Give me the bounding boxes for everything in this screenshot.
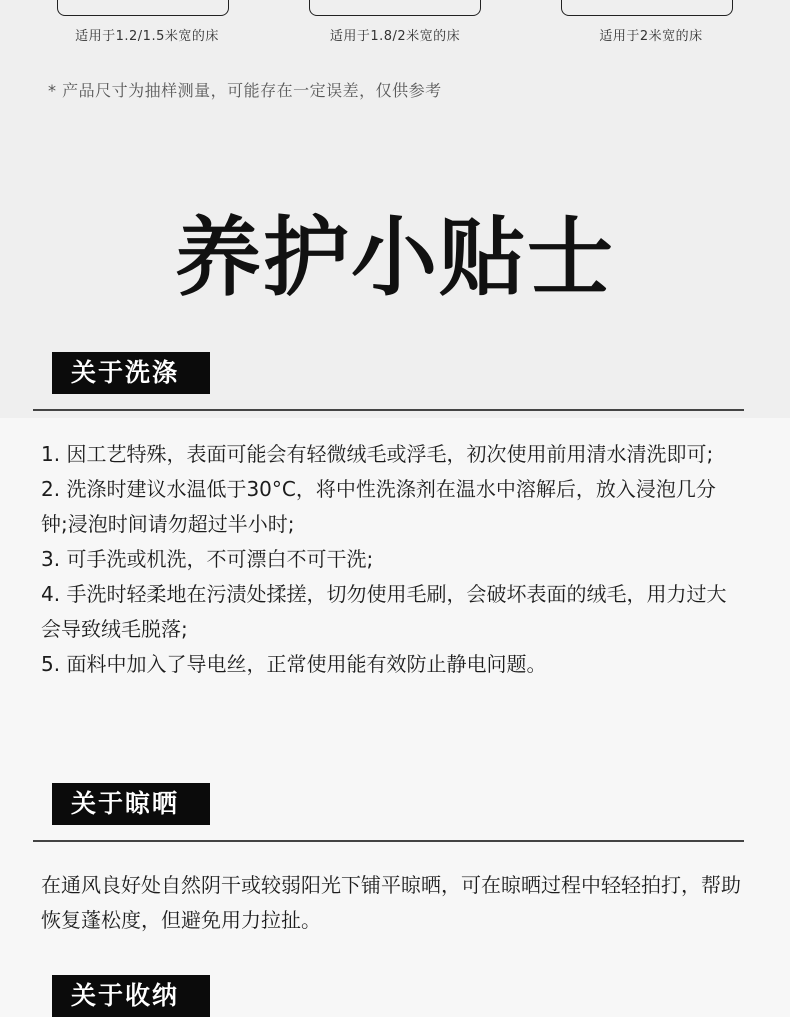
size-caption-1: 适用于1.2/1.5米宽的床 [75, 29, 219, 44]
size-caption-3: 适用于2米宽的床 [599, 29, 703, 44]
section-divider-drying [33, 840, 744, 842]
washing-item-1: 1. 因工艺特殊，表面可能会有轻微绒毛或浮毛，初次使用前用清水清洗即可; [41, 442, 714, 466]
washing-item-4: 4. 手洗时轻柔地在污渍处揉搓，切勿使用毛刷，会破坏表面的绒毛，用力过大会导致绒毛脱落; [41, 582, 727, 641]
section-label-storage: 关于收纳 [52, 975, 210, 1017]
section-divider-washing [33, 409, 744, 411]
size-caption-2: 适用于1.8/2米宽的床 [329, 29, 461, 44]
washing-instructions [41, 437, 741, 682]
washing-item-2: 2. 洗涤时建议水温低于30°C，将中性洗涤剂在温水中溶解后，放入浸泡几分钟;浸泡时间请勿超过半小时; [41, 477, 716, 536]
drying-instructions [41, 868, 741, 938]
washing-item-5: 5. 面料中加入了导电丝，正常使用能有效防止静电问题。 [41, 652, 547, 676]
section-label-washing: 关于洗涤 [52, 352, 210, 394]
section-label-drying: 关于晾晒 [52, 783, 210, 825]
drying-item-1: 在通风良好处自然阴干或较弱阳光下铺平晾晒，可在晾晒过程中轻轻拍打，帮助恢复蓬松度，但避免用力拉扯。 [41, 873, 741, 932]
size-option-box-3 [561, 0, 733, 16]
page-title: 养护小贴士 [175, 208, 615, 308]
measurement-note: * 产品尺寸为抽样测量，可能存在一定误差，仅供参考 [48, 81, 442, 100]
washing-item-3: 3. 可手洗或机洗，不可漂白不可干洗; [41, 547, 374, 571]
size-option-box-2 [309, 0, 481, 16]
size-option-box-1 [57, 0, 229, 16]
